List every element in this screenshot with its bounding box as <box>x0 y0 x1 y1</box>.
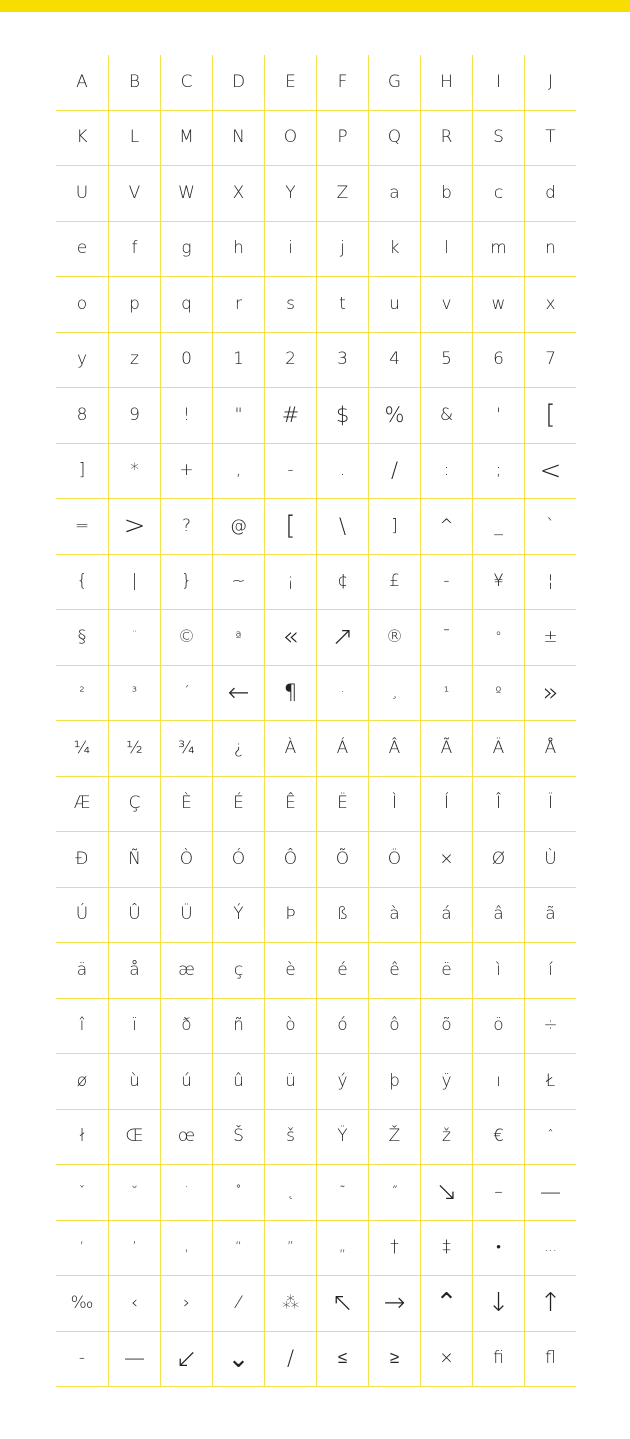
glyph-cell: / <box>264 1332 316 1388</box>
glyph-cell: ˜ <box>316 1165 368 1221</box>
glyph-cell: Ê <box>264 777 316 833</box>
glyph-cell: Ó <box>212 832 264 888</box>
glyph-cell: ' <box>472 388 524 444</box>
glyph-cell: ‘ <box>56 1221 108 1277</box>
glyph-cell: 6 <box>472 333 524 389</box>
glyph-cell: æ <box>160 943 212 999</box>
glyph-cell: ⁄ <box>212 1276 264 1332</box>
glyph-cell: P <box>316 111 368 167</box>
glyph-cell: ” <box>264 1221 316 1277</box>
glyph-cell: T <box>524 111 576 167</box>
glyph-cell: † <box>368 1221 420 1277</box>
glyph-cell: ð <box>160 999 212 1055</box>
glyph-cell: ¥ <box>472 555 524 611</box>
glyph-cell: z <box>108 333 160 389</box>
glyph-cell: o <box>56 277 108 333</box>
glyph-cell: – <box>472 1165 524 1221</box>
glyph-cell: Ï <box>524 777 576 833</box>
glyph-cell: j <box>316 222 368 278</box>
glyph-cell: Ł <box>524 1054 576 1110</box>
glyph-cell: ¹ <box>420 666 472 722</box>
glyph-cell: ^ <box>420 499 472 555</box>
glyph-cell: 5 <box>420 333 472 389</box>
glyph-cell: ô <box>368 999 420 1055</box>
glyph-cell: Î <box>472 777 524 833</box>
glyph-cell: ç <box>212 943 264 999</box>
glyph-cell: - <box>264 444 316 500</box>
glyph-cell: @ <box>212 499 264 555</box>
glyph-cell: Ž <box>368 1110 420 1166</box>
glyph-cell: ≥ <box>368 1332 420 1388</box>
glyph-cell: « <box>264 610 316 666</box>
glyph-cell: ˘ <box>108 1165 160 1221</box>
glyph-cell: ı <box>472 1054 524 1110</box>
glyph-cell: ì <box>472 943 524 999</box>
glyph-cell: ˙ <box>160 1165 212 1221</box>
glyph-cell: Æ <box>56 777 108 833</box>
glyph-cell: ý <box>316 1054 368 1110</box>
glyph-cell: ž <box>420 1110 472 1166</box>
glyph-cell: u <box>368 277 420 333</box>
glyph-cell: ↘ <box>420 1165 472 1221</box>
glyph-cell: ¶ <box>264 666 316 722</box>
glyph-cell: ª <box>212 610 264 666</box>
glyph-cell: D <box>212 55 264 111</box>
glyph-cell: ò <box>264 999 316 1055</box>
glyph-cell: ‰ <box>56 1276 108 1332</box>
glyph-cell: V <box>108 166 160 222</box>
glyph-cell: Þ <box>264 888 316 944</box>
glyph-cell: O <box>264 111 316 167</box>
glyph-cell: K <box>56 111 108 167</box>
glyph-cell: Á <box>316 721 368 777</box>
glyph-cell: 7 <box>524 333 576 389</box>
glyph-cell: \ <box>316 499 368 555</box>
glyph-cell: ˇ <box>56 1165 108 1221</box>
glyph-cell: 4 <box>368 333 420 389</box>
glyph-cell: õ <box>420 999 472 1055</box>
glyph-cell: ? <box>160 499 212 555</box>
glyph-cell: ’ <box>108 1221 160 1277</box>
glyph-cell: n <box>524 222 576 278</box>
glyph-cell: ˝ <box>368 1165 420 1221</box>
glyph-cell: ˆ <box>524 1110 576 1166</box>
glyph-cell: { <box>56 555 108 611</box>
glyph-cell: h <box>212 222 264 278</box>
glyph-cell: ¾ <box>160 721 212 777</box>
glyph-cell: Ì <box>368 777 420 833</box>
glyph-cell: B <box>108 55 160 111</box>
glyph-cell: M <box>160 111 212 167</box>
glyph-cell: ¿ <box>212 721 264 777</box>
glyph-cell: & <box>420 388 472 444</box>
glyph-cell: á <box>420 888 472 944</box>
glyph-cell: ¼ <box>56 721 108 777</box>
glyph-cell: · <box>316 666 368 722</box>
glyph-cell: ↓ <box>472 1276 524 1332</box>
glyph-cell: — <box>524 1165 576 1221</box>
glyph-cell: Ä <box>472 721 524 777</box>
glyph-cell: g <box>160 222 212 278</box>
glyph-cell: … <box>524 1221 576 1277</box>
glyph-cell: è <box>264 943 316 999</box>
glyph-cell: ↙ <box>160 1332 212 1388</box>
glyph-cell: ~ <box>212 555 264 611</box>
glyph-cell: œ <box>160 1110 212 1166</box>
glyph-cell: t <box>316 277 368 333</box>
glyph-cell: ² <box>56 666 108 722</box>
glyph-cell: ± <box>524 610 576 666</box>
glyph-cell: * <box>108 444 160 500</box>
glyph-cell: š <box>264 1110 316 1166</box>
glyph-cell: ÿ <box>420 1054 472 1110</box>
glyph-cell: ł <box>56 1110 108 1166</box>
glyph-cell: £ <box>368 555 420 611</box>
glyph-cell: € <box>472 1110 524 1166</box>
glyph-cell: → <box>368 1276 420 1332</box>
glyph-cell: I <box>472 55 524 111</box>
glyph-cell: ü <box>264 1054 316 1110</box>
glyph-cell: ³ <box>108 666 160 722</box>
glyph-cell: % <box>368 388 420 444</box>
glyph-cell: à <box>368 888 420 944</box>
glyph-cell: e <box>56 222 108 278</box>
glyph-cell: Ù <box>524 832 576 888</box>
glyph-cell: Š <box>212 1110 264 1166</box>
glyph-cell: 1 <box>212 333 264 389</box>
glyph-cell: Ÿ <box>316 1110 368 1166</box>
glyph-cell: 0 <box>160 333 212 389</box>
glyph-cell: — <box>108 1332 160 1388</box>
glyph-cell: â <box>472 888 524 944</box>
glyph-cell: X <box>212 166 264 222</box>
glyph-cell: r <box>212 277 264 333</box>
glyph-cell: × <box>420 832 472 888</box>
glyph-cell: ˚ <box>212 1165 264 1221</box>
glyph-cell: Q <box>368 111 420 167</box>
glyph-cell: 3 <box>316 333 368 389</box>
glyph-cell: - <box>56 1332 108 1388</box>
glyph-cell: # <box>264 388 316 444</box>
glyph-cell: º <box>472 666 524 722</box>
glyph-cell: ® <box>368 610 420 666</box>
glyph-cell: Ô <box>264 832 316 888</box>
glyph-cell: ö <box>472 999 524 1055</box>
glyph-cell: ] <box>368 499 420 555</box>
glyph-cell: Ë <box>316 777 368 833</box>
glyph-cell: F <box>316 55 368 111</box>
glyph-cell: > <box>108 499 160 555</box>
glyph-cell: Ø <box>472 832 524 888</box>
glyph-cell: " <box>212 388 264 444</box>
top-accent-bar <box>0 0 630 12</box>
glyph-cell: ä <box>56 943 108 999</box>
glyph-cell: Ñ <box>108 832 160 888</box>
glyph-cell: Ö <box>368 832 420 888</box>
glyph-cell: ¢ <box>316 555 368 611</box>
glyph-cell: þ <box>368 1054 420 1110</box>
glyph-cell: ˛ <box>264 1165 316 1221</box>
glyph-cell: ù <box>108 1054 160 1110</box>
glyph-cell: û <box>212 1054 264 1110</box>
glyph-cell: É <box>212 777 264 833</box>
glyph-cell: Ý <box>212 888 264 944</box>
glyph-cell: c <box>472 166 524 222</box>
glyph-cell: Í <box>420 777 472 833</box>
glyph-cell: H <box>420 55 472 111</box>
glyph-cell: / <box>368 444 420 500</box>
glyph-cell: b <box>420 166 472 222</box>
glyph-cell: U <box>56 166 108 222</box>
glyph-cell: ø <box>56 1054 108 1110</box>
glyph-cell: q <box>160 277 212 333</box>
glyph-cell: ¡ <box>264 555 316 611</box>
glyph-cell: N <box>212 111 264 167</box>
glyph-cell: Z <box>316 166 368 222</box>
glyph-cell: È <box>160 777 212 833</box>
glyph-cell: Ü <box>160 888 212 944</box>
glyph-cell: . <box>316 444 368 500</box>
glyph-cell: ÷ <box>524 999 576 1055</box>
glyph-cell: s <box>264 277 316 333</box>
glyph-cell: W <box>160 166 212 222</box>
glyph-cell: ! <box>160 388 212 444</box>
glyph-cell: ú <box>160 1054 212 1110</box>
glyph-cell: _ <box>472 499 524 555</box>
glyph-cell: - <box>420 555 472 611</box>
glyph-cell: ¯ <box>420 610 472 666</box>
glyph-cell: 8 <box>56 388 108 444</box>
glyph-cell: Õ <box>316 832 368 888</box>
glyph-cell: < <box>524 444 576 500</box>
glyph-cell: 9 <box>108 388 160 444</box>
glyph-cell: Y <box>264 166 316 222</box>
glyph-cell: Ð <box>56 832 108 888</box>
glyph-cell: d <box>524 166 576 222</box>
glyph-cell: p <box>108 277 160 333</box>
glyph-cell: • <box>472 1221 524 1277</box>
glyph-cell: § <box>56 610 108 666</box>
glyph-cell: ´ <box>160 666 212 722</box>
glyph-cell: ] <box>56 444 108 500</box>
glyph-cell: „ <box>316 1221 368 1277</box>
glyph-cell: fl <box>524 1332 576 1388</box>
glyph-cell: ß <box>316 888 368 944</box>
glyph-cell: ↗ <box>316 610 368 666</box>
glyph-cell: C <box>160 55 212 111</box>
glyph-cell: i <box>264 222 316 278</box>
glyph-cell: [ <box>264 499 316 555</box>
glyph-cell: G <box>368 55 420 111</box>
glyph-cell: ↑ <box>524 1276 576 1332</box>
glyph-cell: » <box>524 666 576 722</box>
glyph-cell: ¨ <box>108 610 160 666</box>
glyph-cell: a <box>368 166 420 222</box>
glyph-cell: + <box>160 444 212 500</box>
glyph-grid <box>56 55 576 1387</box>
glyph-cell: m <box>472 222 524 278</box>
glyph-cell: ⌄ <box>212 1332 264 1388</box>
glyph-cell: A <box>56 55 108 111</box>
glyph-cell: ° <box>472 610 524 666</box>
glyph-cell: Ç <box>108 777 160 833</box>
glyph-cell: | <box>108 555 160 611</box>
glyph-cell: } <box>160 555 212 611</box>
glyph-cell: ½ <box>108 721 160 777</box>
glyph-cell: ‚ <box>160 1221 212 1277</box>
glyph-cell: ¦ <box>524 555 576 611</box>
glyph-cell: ñ <box>212 999 264 1055</box>
glyph-cell: l <box>420 222 472 278</box>
glyph-cell: [ <box>524 388 576 444</box>
glyph-cell: © <box>160 610 212 666</box>
glyph-cell: × <box>420 1332 472 1388</box>
glyph-cell: Ã <box>420 721 472 777</box>
glyph-cell: å <box>108 943 160 999</box>
glyph-cell: , <box>212 444 264 500</box>
glyph-cell: ã <box>524 888 576 944</box>
glyph-cell: ` <box>524 499 576 555</box>
glyph-cell: E <box>264 55 316 111</box>
glyph-cell: í <box>524 943 576 999</box>
glyph-cell: › <box>160 1276 212 1332</box>
glyph-cell: ï <box>108 999 160 1055</box>
glyph-cell: ← <box>212 666 264 722</box>
glyph-cell: é <box>316 943 368 999</box>
glyph-cell: S <box>472 111 524 167</box>
glyph-cell: : <box>420 444 472 500</box>
glyph-cell: ≤ <box>316 1332 368 1388</box>
glyph-cell: fi <box>472 1332 524 1388</box>
glyph-cell: 2 <box>264 333 316 389</box>
glyph-cell: ó <box>316 999 368 1055</box>
glyph-cell: ¸ <box>368 666 420 722</box>
glyph-cell: x <box>524 277 576 333</box>
glyph-cell: Û <box>108 888 160 944</box>
glyph-cell: À <box>264 721 316 777</box>
glyph-cell: ê <box>368 943 420 999</box>
glyph-cell: ↖ <box>316 1276 368 1332</box>
glyph-cell: î <box>56 999 108 1055</box>
glyph-cell: J <box>524 55 576 111</box>
glyph-cell: ⌃ <box>420 1276 472 1332</box>
glyph-cell: Å <box>524 721 576 777</box>
glyph-cell: v <box>420 277 472 333</box>
glyph-cell: ‡ <box>420 1221 472 1277</box>
glyph-cell: L <box>108 111 160 167</box>
glyph-cell: = <box>56 499 108 555</box>
glyph-cell: “ <box>212 1221 264 1277</box>
glyph-cell: Ò <box>160 832 212 888</box>
glyph-cell: y <box>56 333 108 389</box>
glyph-cell: R <box>420 111 472 167</box>
glyph-cell: Â <box>368 721 420 777</box>
glyph-cell: Ú <box>56 888 108 944</box>
glyph-cell: k <box>368 222 420 278</box>
glyph-cell: $ <box>316 388 368 444</box>
glyph-cell: ‹ <box>108 1276 160 1332</box>
glyph-cell: f <box>108 222 160 278</box>
glyph-cell: ⁂ <box>264 1276 316 1332</box>
glyph-cell: ë <box>420 943 472 999</box>
glyph-cell: w <box>472 277 524 333</box>
glyph-cell: ; <box>472 444 524 500</box>
glyph-cell: Œ <box>108 1110 160 1166</box>
